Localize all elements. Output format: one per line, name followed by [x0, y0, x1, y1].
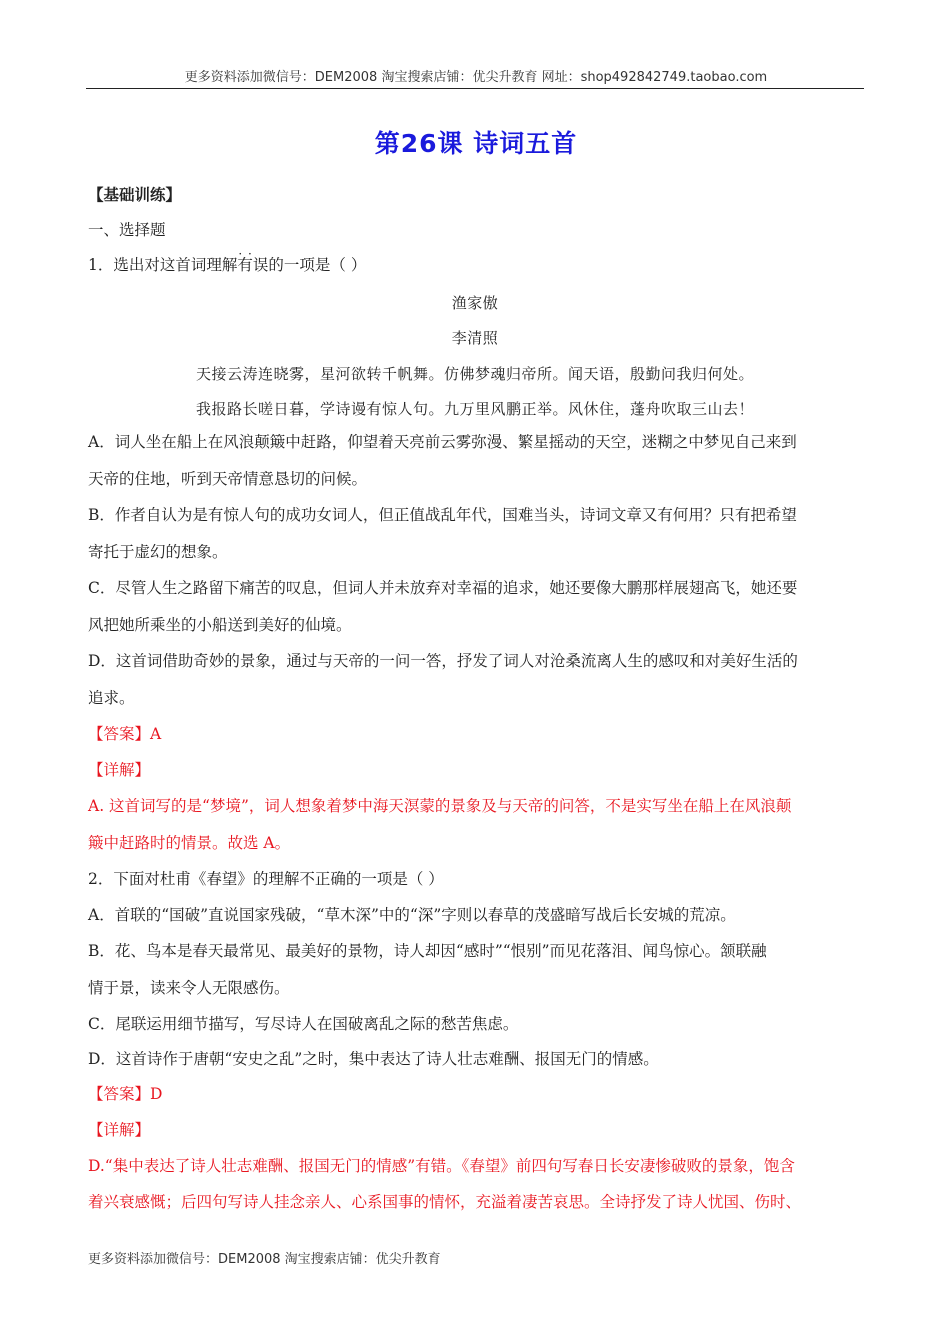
q2-answer: [88, 1084, 162, 1104]
header-divider: [86, 88, 864, 89]
q1-option-c-line-1: C．尽管人生之路留下痛苦的叹息，但词人并未放弃对幸福的追求，她还要像大鹏那样展翅高飞，她还要: [88, 579, 798, 597]
q2-option-b-line-2: 情于景，读来令人无限感伤。: [88, 979, 290, 997]
page-title: 第26课 诗词五首: [374, 129, 578, 158]
q1-stem-emphasis: · · 有误: [237, 255, 268, 275]
page-footer: 更多资料添加微信号：DEM2008 淘宝搜索店铺：优尖升教育: [88, 1252, 441, 1267]
q1-option-a-line-2: 天帝的住地，听到天帝情意恳切的问候。: [88, 470, 368, 488]
q1-answer: [88, 724, 161, 744]
q1-answer-value: A: [150, 725, 162, 743]
q1-option-c-line-2: 风把她所乘坐的小船送到美好的仙境。: [88, 616, 352, 634]
poem-line-1: 天接云涛连晓雾，星河欲转千帆舞。仿佛梦魂归帝所。闻天语，殷勤问我归何处。: [195, 365, 754, 383]
q1-detail-label: 【详解】: [88, 761, 151, 779]
poem-title: 渔家傲: [451, 294, 499, 312]
q2-option-d: D．这首诗作于唐朝“安史之乱”之时，集中表达了诗人壮志难酬、报国无门的情感。: [88, 1050, 659, 1068]
q1-option-a-line-1: A．词人坐在船上在风浪颠簸中赶路，仰望着天亮前云雾弥漫、繁星摇动的天空，迷糊之中梦见自己来到: [88, 433, 797, 451]
poem-author: 李清照: [451, 329, 499, 347]
q2-option-c: C．尾联运用细节描写，写尽诗人在国破离乱之际的愁苦焦虑。: [88, 1015, 519, 1033]
question-1-stem: [88, 255, 366, 275]
q2-option-a: A．首联的“国破”直说国家残破，“草木深”中的“深”字则以春草的茂盛暗写战后长安城的荒凉。: [88, 906, 736, 924]
q1-option-b-line-1: B．作者自认为是有惊人句的成功女词人，但正值战乱年代，国难当头，诗词文章又有何用？只有把希望: [88, 506, 797, 524]
q1-detail-line-2: 簸中赶路时的情景。故选 A。: [88, 834, 291, 852]
q1-detail-line-1: A. 这首词写的是“梦境”，词人想象着梦中海天溟蒙的景象及与天帝的问答，不是实写坐在船上在风浪颠: [88, 797, 792, 815]
q2-detail-line-2: 着兴衰感慨；后四句写诗人挂念亲人、心系国事的情怀，充溢着凄苦哀思。全诗抒发了诗人忧国、伤时、: [88, 1193, 802, 1211]
q2-option-b-line-1: B．花、鸟本是春天最常见、最美好的景物，诗人却因“感时”“恨别”而见花落泪、闻鸟惊心。颔联融: [88, 942, 767, 960]
page-header: 更多资料添加微信号：DEM2008 淘宝搜索店铺：优尖升教育 网址：shop492842749.taobao.com: [184, 70, 768, 85]
q1-option-d-line-1: D．这首词借助奇妙的景象，通过与天帝的一问一答，抒发了词人对沧桑流离人生的感叹和对美好生活的: [88, 652, 798, 670]
q1-stem-after: 的一项是（ ）: [268, 256, 367, 274]
section-heading: 【基础训练】: [88, 185, 182, 204]
q2-detail-line-1: D.“集中表达了诗人壮志难酬、报国无门的情感”有错。《春望》前四句写春日长安凄惨破败的景象，饱含: [88, 1157, 795, 1175]
q2-answer-label: 【答案】: [88, 1085, 151, 1103]
poem-line-2: 我报路长嗟日暮，学诗谩有惊人句。九万里风鹏正举。风休住，蓬舟吹取三山去！: [195, 400, 754, 418]
q1-option-d-line-2: 追求。: [88, 689, 135, 707]
q1-stem-before: 1．选出对这首词理解: [88, 256, 238, 274]
subsection-heading: 一、选择题: [88, 221, 166, 239]
q2-answer-value: D: [150, 1085, 163, 1103]
q1-option-b-line-2: 寄托于虚幻的想象。: [88, 543, 228, 561]
q1-answer-label: 【答案】: [88, 725, 151, 743]
question-2-stem: 2．下面对杜甫《春望》的理解不正确的一项是（ ）: [88, 870, 444, 888]
q2-detail-label: 【详解】: [88, 1121, 151, 1139]
